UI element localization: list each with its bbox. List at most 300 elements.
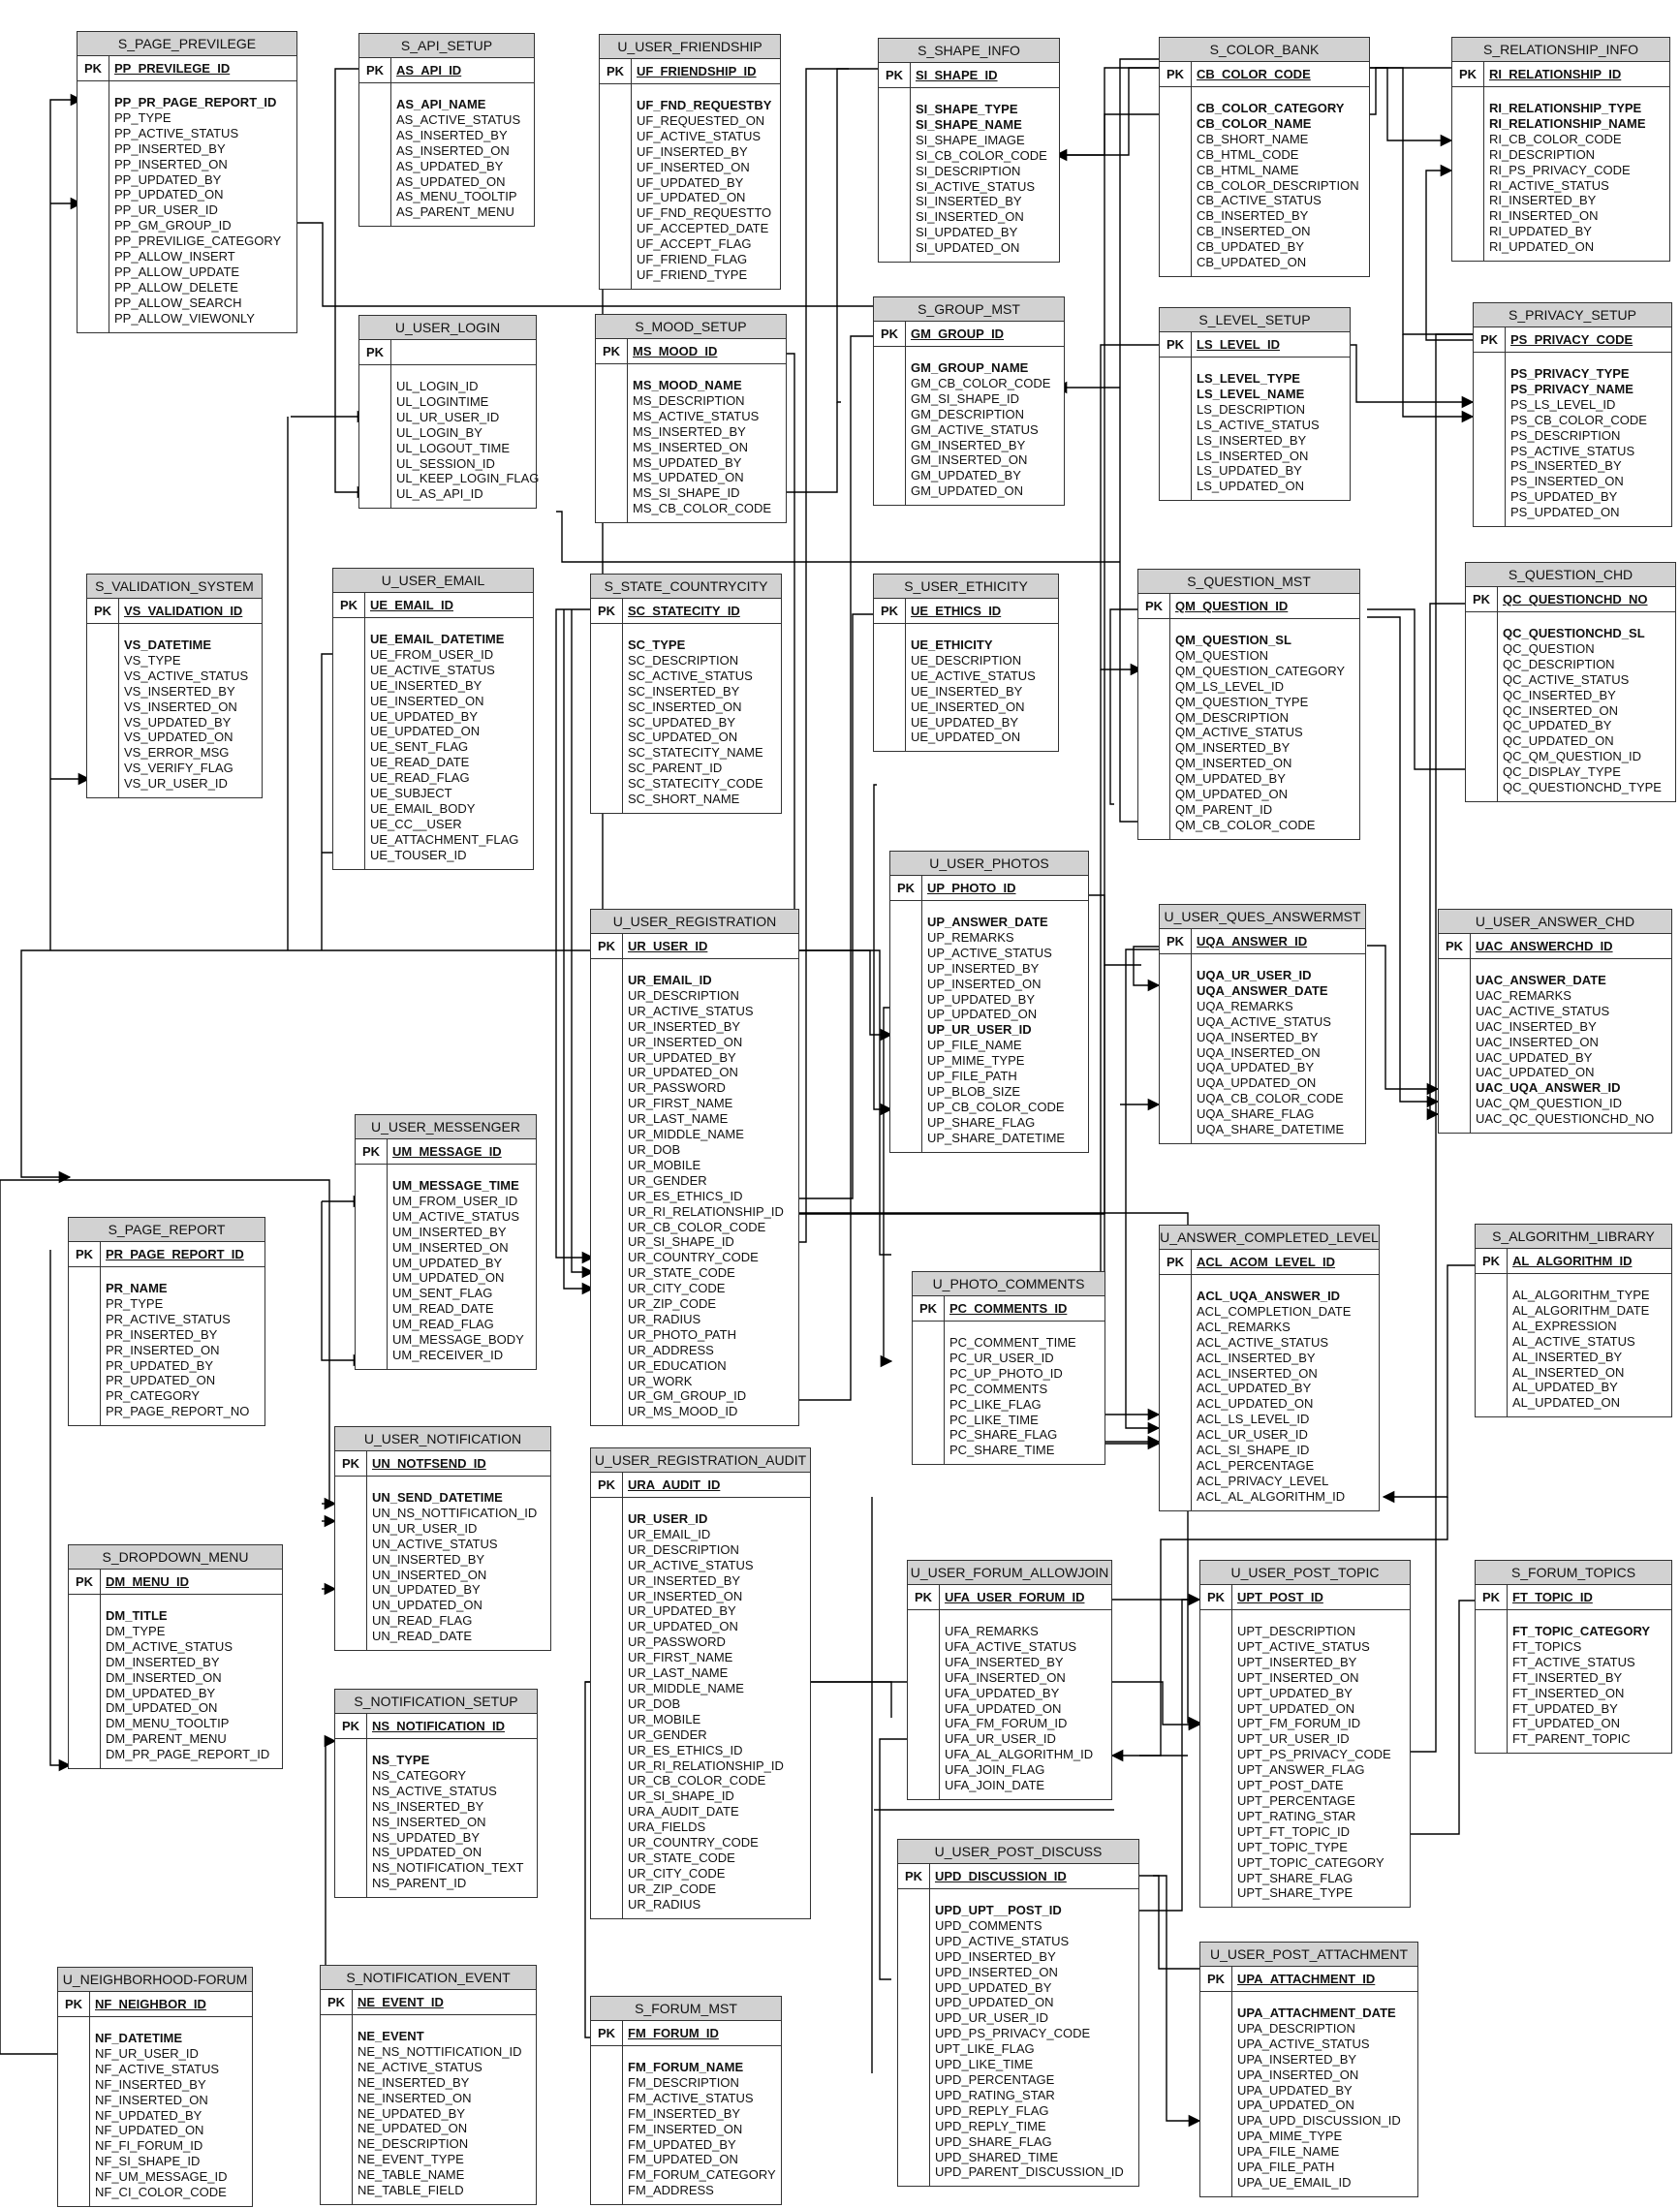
column: UN_ACTIVE_STATUS <box>372 1536 498 1551</box>
pk-label: PK <box>1160 62 1192 86</box>
key-gutter <box>359 83 391 226</box>
primary-key-row <box>908 1585 1111 1610</box>
table-s-group-mst <box>873 296 1065 506</box>
column: UR_MIDDLE_NAME <box>628 1680 744 1695</box>
table-title: U_USER_REGISTRATION <box>591 910 798 934</box>
key-gutter <box>1160 954 1192 1143</box>
key-gutter <box>600 84 632 289</box>
column: SI_INSERTED_BY <box>916 194 1022 209</box>
column: RI_PS_PRIVACY_CODE <box>1489 162 1631 177</box>
required-column: NS_TYPE <box>372 1753 430 1767</box>
column: UPD_REPLY_TIME <box>935 2118 1046 2133</box>
column: UR_RI_RELATIONSHIP_ID <box>628 1203 784 1219</box>
column: UFA_FM_FORUM_ID <box>945 1716 1068 1731</box>
pk-label: PK <box>78 56 109 80</box>
column: FT_ACTIVE_STATUS <box>1512 1654 1635 1669</box>
required-column: UAC_ANSWER_DATE <box>1476 973 1606 987</box>
column: QM_QUESTION_TYPE <box>1175 694 1309 709</box>
column: FT_UPDATED_ON <box>1512 1716 1620 1731</box>
key-gutter <box>1200 1610 1232 1907</box>
column: NE_NS_NOTTIFICATION_ID <box>358 2043 522 2059</box>
column-list <box>365 618 522 869</box>
required-column: SI_SHAPE_TYPE <box>916 102 1018 116</box>
key-gutter <box>1160 358 1192 500</box>
primary-key-column: LS_LEVEL_ID <box>1197 337 1280 352</box>
column-list <box>353 2015 526 2204</box>
column: LS_UPDATED_ON <box>1197 479 1305 494</box>
column: NE_TABLE_FIELD <box>358 2183 464 2198</box>
column: UQA_REMARKS <box>1197 998 1293 1013</box>
column: UPD_RATING_STAR <box>935 2087 1055 2102</box>
column: PC_LIKE_TIME <box>949 1412 1039 1427</box>
column: UE_CC__USER <box>370 816 462 831</box>
column-list <box>623 2046 780 2204</box>
table-title: U_USER_POST_ATTACHMENT <box>1200 1943 1417 1967</box>
column: PS_INSERTED_BY <box>1510 458 1622 474</box>
column: UF_INSERTED_ON <box>637 159 750 174</box>
column-list <box>367 1477 541 1650</box>
column: QC_QM_QUESTION_ID <box>1503 749 1642 764</box>
column: UR_UPDATED_ON <box>628 1619 738 1634</box>
primary-key-row <box>913 1296 1104 1322</box>
pk-label: PK <box>1160 1250 1192 1274</box>
primary-key-column: PS_PRIVACY_CODE <box>1510 332 1633 347</box>
column: NF_SI_SHAPE_ID <box>95 2154 201 2169</box>
column: UPT_LIKE_FLAG <box>935 2041 1035 2057</box>
required-column: VS_DATETIME <box>124 638 212 652</box>
key-gutter <box>359 365 391 508</box>
pk-label: PK <box>1160 332 1192 357</box>
column: LS_INSERTED_BY <box>1197 432 1307 448</box>
column: AL_UPDATED_ON <box>1512 1395 1621 1411</box>
column-list <box>1192 358 1323 500</box>
column: UE_ACTIVE_STATUS <box>911 668 1036 683</box>
column: UPA_UE_EMAIL_ID <box>1237 2174 1352 2190</box>
required-column: FT_TOPIC_CATEGORY <box>1512 1624 1651 1638</box>
key-gutter <box>1160 87 1192 276</box>
column: UP_INSERTED_BY <box>927 960 1040 976</box>
column: GM_ACTIVE_STATUS <box>911 421 1039 437</box>
primary-key-row <box>69 1242 264 1267</box>
column: UL_LOGIN_BY <box>396 424 482 440</box>
pk-label: PK <box>1200 1585 1232 1609</box>
column: UN_UR_USER_ID <box>372 1520 478 1536</box>
column: CB_INSERTED_ON <box>1197 224 1311 239</box>
column: UR_CB_COLOR_CODE <box>628 1773 766 1788</box>
pk-label: PK <box>1474 327 1506 352</box>
column: CB_COLOR_DESCRIPTION <box>1197 177 1359 193</box>
table-s-page-previlege <box>77 31 297 333</box>
table-s-user-ethicity <box>873 574 1059 752</box>
primary-key-column: UM_MESSAGE_ID <box>392 1144 502 1159</box>
table-u-user-post-topic <box>1199 1560 1411 1908</box>
column-list <box>632 84 775 289</box>
pk-label: PK <box>356 1139 388 1164</box>
column: UE_ATTACHMENT_FLAG <box>370 831 519 847</box>
table-title: S_PAGE_REPORT <box>69 1218 264 1242</box>
table-s-validation-system <box>86 574 263 798</box>
table-u-user-messenger <box>355 1114 537 1370</box>
primary-key-row <box>1160 62 1369 87</box>
table-title: S_USER_ETHICITY <box>874 575 1058 599</box>
column: SI_DESCRIPTION <box>916 163 1021 178</box>
key-gutter <box>335 1477 367 1650</box>
column: VS_INSERTED_ON <box>124 699 237 714</box>
primary-key-column: PR_PAGE_REPORT_ID <box>106 1247 244 1261</box>
column: UR_CB_COLOR_CODE <box>628 1219 766 1234</box>
primary-key-row <box>1476 1585 1671 1610</box>
column: UFA_ACTIVE_STATUS <box>945 1638 1077 1654</box>
primary-key-column: UF_FRIENDSHIP_ID <box>637 64 757 78</box>
column: UQA_UPDATED_ON <box>1197 1075 1317 1091</box>
column-list <box>1192 954 1348 1143</box>
table-title: S_ALGORITHM_LIBRARY <box>1476 1225 1671 1249</box>
column: UM_MESSAGE_BODY <box>392 1332 524 1348</box>
column: MS_UPDATED_BY <box>633 454 742 470</box>
primary-key-row <box>335 1714 537 1739</box>
column: AL_EXPRESSION <box>1512 1318 1617 1333</box>
column: AS_UPDATED_ON <box>396 173 506 189</box>
column: SC_INSERTED_BY <box>628 683 740 699</box>
column: LS_ACTIVE_STATUS <box>1197 417 1320 432</box>
column: UR_FIRST_NAME <box>628 1650 733 1665</box>
primary-key-row <box>1466 587 1675 612</box>
column: UE_UPDATED_BY <box>370 708 479 724</box>
column: UR_EMAIL_ID <box>628 1526 711 1541</box>
required-column: UP_ANSWER_DATE <box>927 915 1048 929</box>
primary-key-row <box>591 2021 781 2046</box>
primary-key-row <box>1200 1585 1410 1610</box>
column: UN_NS_NOTTIFICATION_ID <box>372 1505 538 1520</box>
column: NS_ACTIVE_STATUS <box>372 1783 497 1798</box>
required-column: CB_COLOR_CATEGORY <box>1197 101 1345 115</box>
column: UP_BLOB_SIZE <box>927 1083 1021 1099</box>
column: VS_ERROR_MSG <box>124 745 230 761</box>
column: ACL_INSERTED_BY <box>1197 1350 1316 1365</box>
column: UAC_INSERTED_ON <box>1476 1034 1599 1049</box>
column: UF_INSERTED_BY <box>637 143 748 159</box>
column: SI_UPDATED_ON <box>916 240 1020 256</box>
required-column: NF_DATETIME <box>95 2031 183 2045</box>
column: PC_SHARE_FLAG <box>949 1427 1058 1443</box>
pk-label: PK <box>1466 587 1498 611</box>
column: SC_STATECITY_CODE <box>628 776 763 792</box>
column: UR_INSERTED_ON <box>628 1588 743 1603</box>
column: UPA_ACTIVE_STATUS <box>1237 2036 1370 2051</box>
column: GM_DESCRIPTION <box>911 406 1025 421</box>
column: VS_TYPE <box>124 652 181 668</box>
column: UPT_TOPIC_CATEGORY <box>1237 1854 1384 1870</box>
primary-key-row <box>1200 1967 1417 1992</box>
column-list <box>906 347 1054 505</box>
column: NS_INSERTED_ON <box>372 1814 486 1829</box>
column: UM_INSERTED_ON <box>392 1239 509 1255</box>
column: UR_RADIUS <box>628 1896 701 1912</box>
table-title: U_USER_EMAIL <box>333 569 533 593</box>
column: UE_TOUSER_ID <box>370 847 467 862</box>
column-list <box>391 83 524 226</box>
column: ACL_AL_ALGORITHM_ID <box>1197 1488 1346 1504</box>
key-gutter <box>879 88 911 262</box>
required-column: QC_QUESTIONCHD_SL <box>1503 626 1645 640</box>
table-s-mood-setup <box>595 314 787 523</box>
column: PP_ALLOW_UPDATE <box>114 264 240 279</box>
column: UR_CITY_CODE <box>628 1281 726 1296</box>
required-column: LS_LEVEL_TYPE <box>1197 371 1300 386</box>
column: FM_ACTIVE_STATUS <box>628 2090 754 2105</box>
column: UPD_PERCENTAGE <box>935 2071 1055 2087</box>
column: UQA_UPDATED_BY <box>1197 1060 1315 1075</box>
column: UQA_INSERTED_BY <box>1197 1029 1319 1044</box>
column: FT_TOPICS <box>1512 1638 1582 1654</box>
primary-key-column: UQA_ANSWER_ID <box>1197 934 1308 949</box>
column: SC_STATECITY_NAME <box>628 745 763 761</box>
column-list <box>1192 87 1363 276</box>
column: PS_CB_COLOR_CODE <box>1510 412 1647 427</box>
column: SC_INSERTED_ON <box>628 699 742 714</box>
column: UAC_UPDATED_ON <box>1476 1065 1595 1080</box>
primary-key-row <box>1160 332 1350 358</box>
column: NS_CATEGORY <box>372 1767 467 1783</box>
column: UPA_MIME_TYPE <box>1237 2129 1343 2144</box>
table-u-user-registration <box>590 909 799 1426</box>
table-title: S_NOTIFICATION_EVENT <box>321 1966 536 1990</box>
column: UN_UPDATED_ON <box>372 1598 482 1613</box>
column: LS_DESCRIPTION <box>1197 401 1305 417</box>
column: SC_UPDATED_ON <box>628 730 738 745</box>
column: UR_MIDDLE_NAME <box>628 1127 744 1142</box>
column: PS_INSERTED_ON <box>1510 474 1624 489</box>
table-u-photo-comments <box>912 1271 1105 1465</box>
primary-key-row <box>874 322 1064 347</box>
column: UN_READ_DATE <box>372 1629 473 1644</box>
column: UR_LAST_NAME <box>628 1111 729 1127</box>
column: UQA_ACTIVE_STATUS <box>1197 1013 1331 1029</box>
column: SI_INSERTED_ON <box>916 209 1024 225</box>
column: UAC_INSERTED_BY <box>1476 1018 1597 1034</box>
key-gutter <box>58 2017 90 2206</box>
column: UR_RADIUS <box>628 1311 701 1326</box>
column: AS_UPDATED_BY <box>396 158 504 173</box>
table-s-shape-info <box>878 38 1060 263</box>
column: UF_FRIEND_TYPE <box>637 266 748 282</box>
pk-label: PK <box>898 1864 930 1888</box>
pk-label: PK <box>335 1451 367 1476</box>
table-s-privacy-setup <box>1473 302 1672 527</box>
primary-key-row <box>359 340 536 365</box>
column: UPD_INSERTED_BY <box>935 1948 1056 1964</box>
table-u-user-photos <box>889 851 1089 1153</box>
column: UPD_ACTIVE_STATUS <box>935 1933 1070 1948</box>
column: QM_INSERTED_ON <box>1175 756 1292 771</box>
column: SI_CB_COLOR_CODE <box>916 147 1047 163</box>
column: UPT_POST_DATE <box>1237 1778 1344 1793</box>
column: UP_UPDATED_BY <box>927 991 1036 1007</box>
required-column: UR_EMAIL_ID <box>628 973 712 987</box>
column: DM_PR_PAGE_REPORT_ID <box>106 1747 270 1762</box>
column: VS_UR_USER_ID <box>124 776 228 792</box>
key-gutter <box>69 1595 101 1768</box>
column: UPT_ANSWER_FLAG <box>1237 1762 1365 1778</box>
primary-key-row <box>321 1990 536 2015</box>
column: PP_ALLOW_DELETE <box>114 279 238 295</box>
column: NE_DESCRIPTION <box>358 2136 469 2152</box>
primary-key-column: UPA_ATTACHMENT_ID <box>1237 1972 1376 1986</box>
column: UR_UPDATED_BY <box>628 1049 736 1065</box>
primary-key-column: GM_GROUP_ID <box>911 327 1005 341</box>
key-gutter <box>908 1610 940 1799</box>
column: UFA_INSERTED_ON <box>945 1669 1066 1685</box>
pk-label: PK <box>58 1992 90 2016</box>
column: UF_REQUESTED_ON <box>637 112 765 128</box>
key-gutter <box>874 347 906 505</box>
column: UFA_AL_ALGORITHM_ID <box>945 1747 1094 1762</box>
table-s-question-mst <box>1137 569 1360 840</box>
table-u-user-email <box>332 568 534 870</box>
column: UR_ADDRESS <box>628 1342 714 1357</box>
table-title: U_USER_POST_DISCUSS <box>898 1840 1138 1864</box>
column: NS_PARENT_ID <box>372 1876 467 1891</box>
pk-label: PK <box>1160 929 1192 953</box>
primary-key-row <box>58 1992 252 2017</box>
column: QM_DESCRIPTION <box>1175 709 1290 725</box>
pk-label: PK <box>1439 934 1471 958</box>
column: ACL_REMARKS <box>1197 1319 1291 1334</box>
required-column: PP_PR_PAGE_REPORT_ID <box>114 95 277 109</box>
column: UR_STATE_CODE <box>628 1265 735 1281</box>
column-list <box>1192 1275 1354 1510</box>
column: PC_SHARE_TIME <box>949 1443 1055 1458</box>
column: UE_SENT_FLAG <box>370 739 469 755</box>
column: FM_INSERTED_BY <box>628 2105 741 2121</box>
column: UM_RECEIVER_ID <box>392 1347 504 1362</box>
column: PS_LS_LEVEL_ID <box>1510 396 1616 412</box>
pk-label: PK <box>600 59 632 83</box>
column: UPD_SHARED_TIME <box>935 2149 1059 2164</box>
table-s-page-report <box>68 1217 265 1426</box>
required-column: ACL_UQA_ANSWER_ID <box>1197 1289 1341 1303</box>
column: UF_ACCEPT_FLAG <box>637 236 752 252</box>
column: SI_SHAPE_IMAGE <box>916 132 1025 147</box>
column: UR_SI_SHAPE_ID <box>628 1234 734 1250</box>
key-gutter <box>1439 959 1471 1133</box>
column: UP_FILE_NAME <box>927 1038 1022 1053</box>
primary-key-row <box>1160 1250 1379 1275</box>
column: UR_COUNTRY_CODE <box>628 1250 759 1265</box>
column: UPD_LIKE_TIME <box>935 2057 1034 2072</box>
column-list <box>1232 1992 1405 2196</box>
primary-key-column: NS_NOTIFICATION_ID <box>372 1719 505 1733</box>
column: UFA_UPDATED_BY <box>945 1685 1060 1700</box>
column: UL_LOGIN_ID <box>396 379 479 393</box>
column-list <box>1471 959 1658 1133</box>
column: UR_WORK <box>628 1373 693 1388</box>
column: NE_EVENT_TYPE <box>358 2152 464 2167</box>
column: UPT_RATING_STAR <box>1237 1808 1356 1823</box>
column: SC_DESCRIPTION <box>628 652 739 668</box>
column-list <box>945 1322 1080 1464</box>
column: QC_DESCRIPTION <box>1503 656 1615 671</box>
column: UM_ACTIVE_STATUS <box>392 1208 519 1224</box>
column-list <box>1170 619 1349 839</box>
column: PP_GM_GROUP_ID <box>114 218 232 233</box>
primary-key-column: UR_USER_ID <box>628 939 708 953</box>
column: CB_UPDATED_ON <box>1197 255 1307 270</box>
required-column: UPD_UPT__POST_ID <box>935 1903 1062 1917</box>
column: NF_INSERTED_BY <box>95 2076 206 2092</box>
primary-key-column: QC_QUESTIONCHD_NO <box>1503 592 1648 606</box>
column: UPD_SHARE_FLAG <box>935 2133 1052 2149</box>
table-title: S_PRIVACY_SETUP <box>1474 303 1671 327</box>
key-gutter <box>591 1498 623 1918</box>
column: AS_PARENT_MENU <box>396 204 514 220</box>
column: FT_PARENT_TOPIC <box>1512 1731 1631 1747</box>
column: PP_ACTIVE_STATUS <box>114 125 239 140</box>
column: UPD_INSERTED_ON <box>935 1964 1058 1979</box>
column: NF_UM_MESSAGE_ID <box>95 2169 228 2185</box>
column: RI_UPDATED_BY <box>1489 224 1592 239</box>
table-u-user-login <box>358 315 540 509</box>
column: QC_QUESTIONCHD_TYPE <box>1503 780 1662 795</box>
column: GM_UPDATED_BY <box>911 468 1021 483</box>
key-gutter <box>1452 87 1484 261</box>
primary-key-column: SI_SHAPE_ID <box>916 68 998 82</box>
column-list <box>906 624 1040 751</box>
key-gutter <box>591 959 623 1425</box>
column: UR_COUNTRY_CODE <box>628 1835 759 1850</box>
pk-label: PK <box>1476 1249 1508 1273</box>
key-gutter <box>1466 612 1498 801</box>
column: UPT_DESCRIPTION <box>1237 1624 1356 1638</box>
column: UR_GENDER <box>628 1726 707 1742</box>
column: QM_PARENT_ID <box>1175 801 1273 817</box>
primary-key-row <box>1160 929 1365 954</box>
column: QC_DISPLAY_TYPE <box>1503 764 1621 780</box>
required-column: AS_API_NAME <box>396 97 486 111</box>
table-s-question-chd <box>1465 562 1676 802</box>
column: UQA_SHARE_DATETIME <box>1197 1122 1345 1137</box>
column: ACL_INSERTED_ON <box>1197 1365 1318 1381</box>
column: UR_ACTIVE_STATUS <box>628 1557 754 1572</box>
table-s-color-bank <box>1159 37 1370 277</box>
column: UPT_UPDATED_ON <box>1237 1700 1355 1716</box>
column: GM_SI_SHAPE_ID <box>911 390 1019 406</box>
table-title: S_LEVEL_SETUP <box>1160 308 1350 332</box>
key-gutter <box>591 2046 623 2204</box>
column: UQA_CB_COLOR_CODE <box>1197 1091 1344 1106</box>
column: QM_LS_LEVEL_ID <box>1175 678 1285 694</box>
column: ACL_UR_USER_ID <box>1197 1427 1308 1443</box>
column: UPT_TOPIC_TYPE <box>1237 1839 1348 1854</box>
column: AS_INSERTED_ON <box>396 142 510 158</box>
column: UP_CB_COLOR_CODE <box>927 1099 1065 1114</box>
column: UR_MOBILE <box>628 1711 701 1726</box>
table-title: S_FORUM_TOPICS <box>1476 1561 1671 1585</box>
column: RI_INSERTED_ON <box>1489 208 1599 224</box>
table-u-user-answer-chd <box>1438 909 1672 1134</box>
key-gutter <box>69 1267 101 1425</box>
column: UR_ACTIVE_STATUS <box>628 1003 754 1018</box>
column: DM_MENU_TOOLTIP <box>106 1716 230 1731</box>
column: NS_NOTIFICATION_TEXT <box>372 1860 524 1876</box>
column-list <box>628 364 775 522</box>
column: PS_UPDATED_ON <box>1510 505 1620 520</box>
column: QM_CB_COLOR_CODE <box>1175 817 1316 832</box>
primary-key-row <box>879 63 1059 88</box>
required-column: UPA_ATTACHMENT_DATE <box>1237 2006 1396 2020</box>
required-column: MS_MOOD_NAME <box>633 378 742 392</box>
column: QM_ACTIVE_STATUS <box>1175 725 1303 740</box>
